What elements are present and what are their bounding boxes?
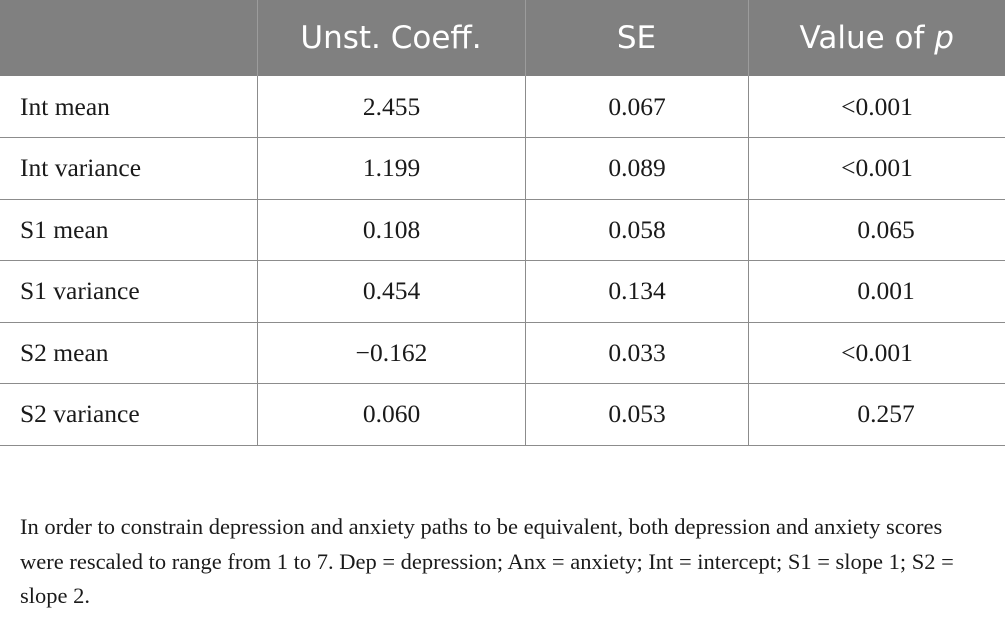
coef-cell	[257, 76, 525, 138]
coef-value: −0.162	[355, 337, 428, 367]
coef-value: 0.108	[362, 214, 421, 244]
se-cell	[525, 384, 748, 446]
p-value: <0.001	[841, 153, 913, 183]
p-cell	[748, 384, 1005, 446]
p-cell	[748, 322, 1005, 384]
se-cell	[525, 261, 748, 323]
se-value: 0.053	[608, 399, 666, 429]
p-value: 0.257	[857, 399, 915, 429]
table-row	[0, 384, 1005, 446]
header-p-variable: p	[934, 20, 954, 56]
coef-cell	[257, 261, 525, 323]
header-se: SE	[525, 0, 748, 76]
table-row	[0, 138, 1005, 200]
se-value: 0.067	[608, 91, 666, 121]
se-value: 0.058	[608, 214, 666, 244]
header-unst-coeff: Unst. Coeff.	[257, 0, 525, 76]
table-row	[0, 261, 1005, 323]
se-cell	[525, 199, 748, 261]
header-value-of-p	[748, 0, 1005, 76]
se-cell	[525, 138, 748, 200]
header-row	[0, 0, 1005, 76]
coef-value: 0.060	[362, 399, 421, 429]
p-cell	[748, 261, 1005, 323]
coef-cell	[257, 384, 525, 446]
coef-value: 0.454	[362, 276, 421, 306]
se-value: 0.033	[608, 337, 666, 367]
row-label: S2 variance	[0, 384, 257, 446]
coef-cell	[257, 322, 525, 384]
coef-value: 2.455	[362, 91, 421, 121]
row-label: Int mean	[0, 76, 257, 138]
table-row	[0, 199, 1005, 261]
p-value: <0.001	[841, 337, 913, 367]
p-cell	[748, 199, 1005, 261]
row-label: Int variance	[0, 138, 257, 200]
coef-value: 1.199	[362, 153, 421, 183]
coef-cell	[257, 199, 525, 261]
coef-cell	[257, 138, 525, 200]
p-cell	[748, 76, 1005, 138]
row-label: S2 mean	[0, 322, 257, 384]
header-p-prefix: Value of	[799, 20, 935, 56]
p-value: 0.001	[857, 276, 915, 306]
table-body	[0, 76, 1005, 445]
se-value: 0.134	[608, 276, 666, 306]
row-label: S1 mean	[0, 199, 257, 261]
se-cell	[525, 76, 748, 138]
table-row	[0, 322, 1005, 384]
row-label: S1 variance	[0, 261, 257, 323]
p-value: <0.001	[841, 91, 913, 121]
table-row	[0, 76, 1005, 138]
table-footnote: In order to constrain depression and anxiety paths to be equivalent, both depression and anxiety scores were rescaled to range from 1 to 7. Dep = depression; Anx = anxiety; Int = intercept; S1 = slope 1; S2 = slope 2.	[20, 514, 954, 608]
table-header	[0, 0, 1005, 76]
p-cell	[748, 138, 1005, 200]
se-cell	[525, 322, 748, 384]
p-value: 0.065	[857, 214, 915, 244]
header-row-label	[0, 0, 257, 76]
se-value: 0.089	[608, 153, 666, 183]
